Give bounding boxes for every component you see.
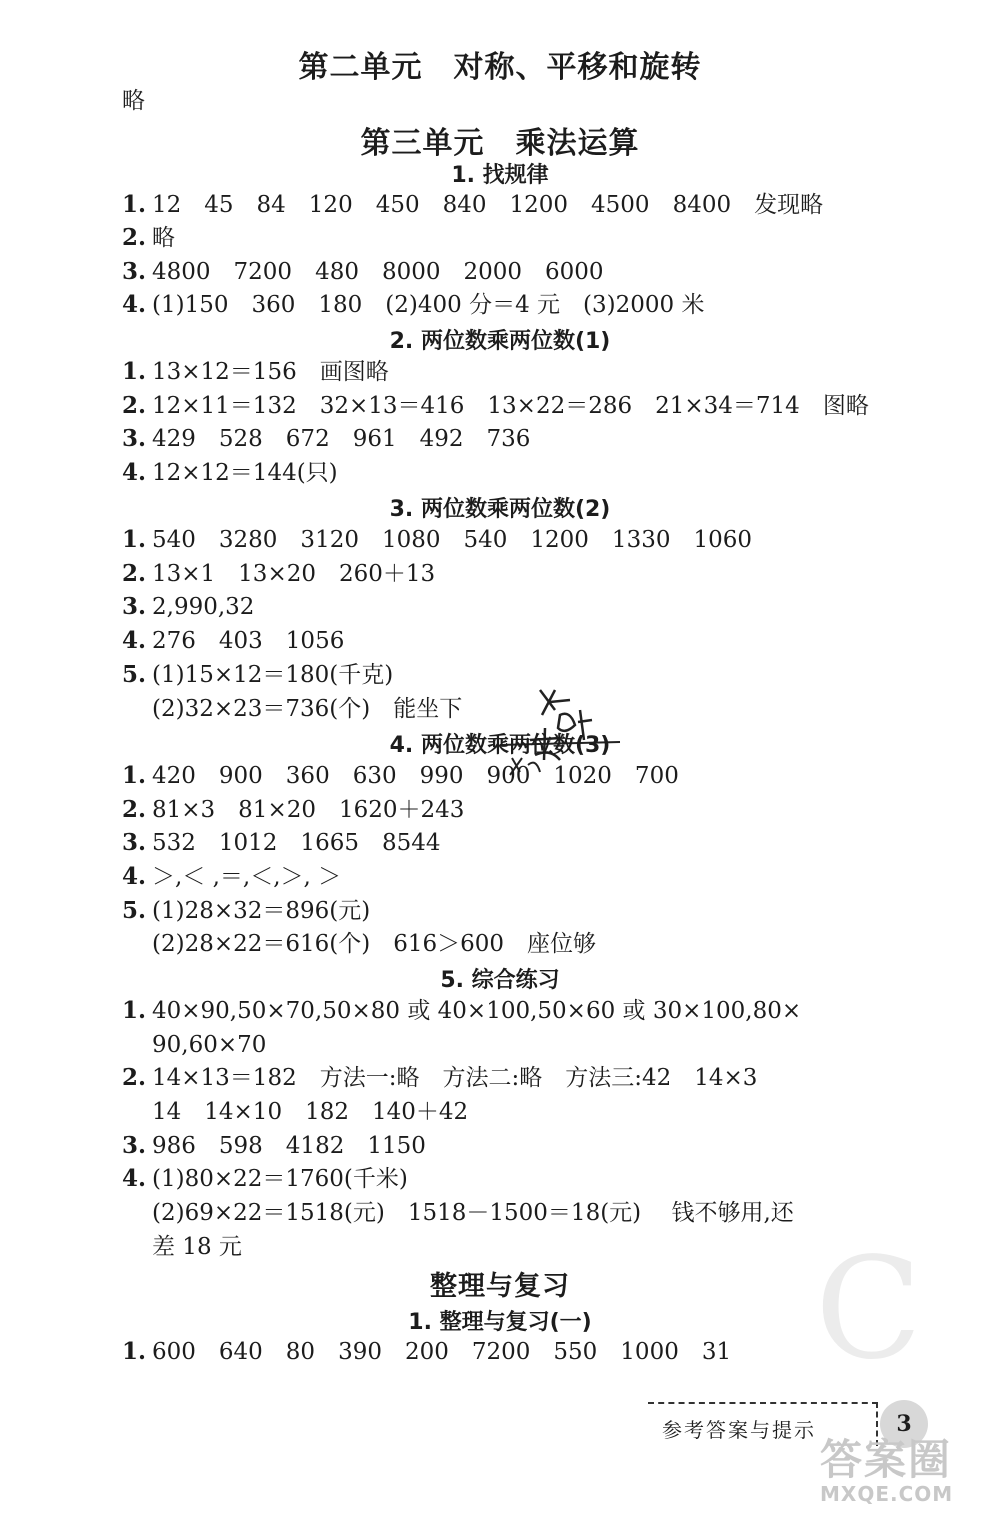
answer-text: (1)15×12＝180(千克) xyxy=(152,662,394,688)
s4-q1 xyxy=(122,761,679,791)
s3-q4 xyxy=(122,626,344,656)
review-subtitle: 1. 整理与复习(一) xyxy=(408,1310,592,1335)
answer-text: 12×11＝132 32×13＝416 13×22＝286 21×34＝714 图略 xyxy=(152,393,869,419)
s1-q2 xyxy=(122,223,175,253)
s2-q4 xyxy=(122,458,338,488)
answer-text: ＞,＜ ,＝,＜,＞, ＞ xyxy=(152,864,342,890)
answer-text: (1)150 360 180 (2)400 分＝4 元 (3)2000 米 xyxy=(152,292,705,318)
answer-text: 40×90,50×70,50×80 或 40×100,50×60 或 30×100,80× xyxy=(152,998,802,1024)
s5-q3 xyxy=(122,1131,426,1161)
s1-q4 xyxy=(122,290,704,320)
watermark-logo xyxy=(820,1435,990,1518)
q-number: 4. xyxy=(122,863,147,890)
q-number: 1. xyxy=(122,997,147,1024)
q-number: 2. xyxy=(122,560,147,587)
answer-text: 420 900 360 630 990 900 1020 700 xyxy=(152,763,679,789)
s4-q4 xyxy=(122,862,341,892)
s4-q2 xyxy=(122,795,464,825)
s5-q1 xyxy=(122,996,801,1026)
s4-q3 xyxy=(122,828,441,858)
q-number: 3. xyxy=(122,1132,147,1159)
page-number: 3 xyxy=(880,1400,928,1448)
answer-text: 540 3280 3120 1080 540 1200 1330 1060 xyxy=(152,527,752,553)
q-number: 5. xyxy=(122,661,147,688)
review-title: 整理与复习 xyxy=(430,1271,570,1302)
q-number: 4. xyxy=(122,627,147,654)
s3-q2 xyxy=(122,559,435,589)
section-4-title: 4. 两位数乘两位数(3) xyxy=(389,733,611,758)
q-number: 1. xyxy=(122,762,147,789)
s2-q3 xyxy=(122,424,530,454)
q-number: 3. xyxy=(122,593,147,620)
s4-q5 xyxy=(122,896,370,926)
q-number: 2. xyxy=(122,392,147,419)
q-number: 2. xyxy=(122,1064,147,1091)
answer-text: 276 403 1056 xyxy=(152,628,345,654)
answer-text: 12×12＝144(只) xyxy=(152,460,338,486)
q-number: 2. xyxy=(122,224,147,251)
q-number: 4. xyxy=(122,459,147,486)
section-1-title: 1. 找规律 xyxy=(451,163,549,188)
s3-q5-line2: (2)32×23＝736(个) 能坐下 xyxy=(152,696,463,722)
s5-q4-line3: 差 18 元 xyxy=(152,1234,242,1260)
answer-text: 12 45 84 120 450 840 1200 4500 8400 发现略 xyxy=(152,192,824,218)
q-number: 1. xyxy=(122,1338,147,1365)
q-number: 4. xyxy=(122,291,147,318)
s3-q1 xyxy=(122,525,752,555)
unit2-title: 第二单元 对称、平移和旋转 xyxy=(298,50,702,85)
answer-text: 13×12＝156 画图略 xyxy=(152,359,389,385)
q-number: 1. xyxy=(122,526,147,553)
footer-label: 参考答案与提示 xyxy=(662,1418,816,1442)
answer-text: 4800 7200 480 8000 2000 6000 xyxy=(152,259,604,285)
s5-q2-line2: 14 14×10 182 140＋42 xyxy=(152,1099,469,1125)
answer-text: 略 xyxy=(152,225,175,251)
watermark-site: 答案圈 xyxy=(820,1435,953,1484)
section-5-title: 5. 综合练习 xyxy=(440,968,560,993)
answer-text: 429 528 672 961 492 736 xyxy=(152,426,531,452)
q-number: 4. xyxy=(122,1165,147,1192)
answer-text: 600 640 80 390 200 7200 550 1000 31 xyxy=(152,1339,732,1365)
unit3-title: 第三单元 乘法运算 xyxy=(360,126,640,161)
watermark-domain: MXQE.COM xyxy=(820,1482,954,1506)
q-number: 1. xyxy=(122,358,147,385)
q-number: 3. xyxy=(122,829,147,856)
q-number: 1. xyxy=(122,191,147,218)
unit2-note: 略 xyxy=(122,88,145,114)
s3-q5 xyxy=(122,660,393,690)
s2-q2 xyxy=(122,391,869,421)
answer-text: 13×1 13×20 260＋13 xyxy=(152,561,436,587)
s4-q5-line2: (2)28×22＝616(个) 616＞600 座位够 xyxy=(152,931,597,957)
section-2-title: 2. 两位数乘两位数(1) xyxy=(389,329,611,354)
s2-q1 xyxy=(122,357,389,387)
q-number: 5. xyxy=(122,897,147,924)
answer-text: 81×3 81×20 1620＋243 xyxy=(152,797,465,823)
s5-q1-line2: 90,60×70 xyxy=(152,1032,267,1058)
review-q1 xyxy=(122,1337,731,1367)
s3-q3 xyxy=(122,592,254,622)
answer-text: 14×13＝182 方法一:略 方法二:略 方法三:42 14×3 xyxy=(152,1065,758,1091)
decorative-c-letter: C xyxy=(815,1228,923,1391)
s1-q3 xyxy=(122,257,604,287)
section-3-title: 3. 两位数乘两位数(2) xyxy=(389,497,611,522)
answer-text: 2,990,32 xyxy=(152,594,255,620)
s5-q4 xyxy=(122,1164,408,1194)
q-number: 2. xyxy=(122,796,147,823)
answer-text: (1)80×22＝1760(千米) xyxy=(152,1166,408,1192)
answer-text: 532 1012 1665 8544 xyxy=(152,830,441,856)
q-number: 3. xyxy=(122,258,147,285)
answer-text: 986 598 4182 1150 xyxy=(152,1133,426,1159)
s5-q4-line2: (2)69×22＝1518(元) 1518－1500＝18(元) 钱不够用,还 xyxy=(152,1200,794,1226)
s1-q1 xyxy=(122,190,823,220)
answer-text: (1)28×32＝896(元) xyxy=(152,898,371,924)
s5-q2 xyxy=(122,1063,757,1093)
q-number: 3. xyxy=(122,425,147,452)
